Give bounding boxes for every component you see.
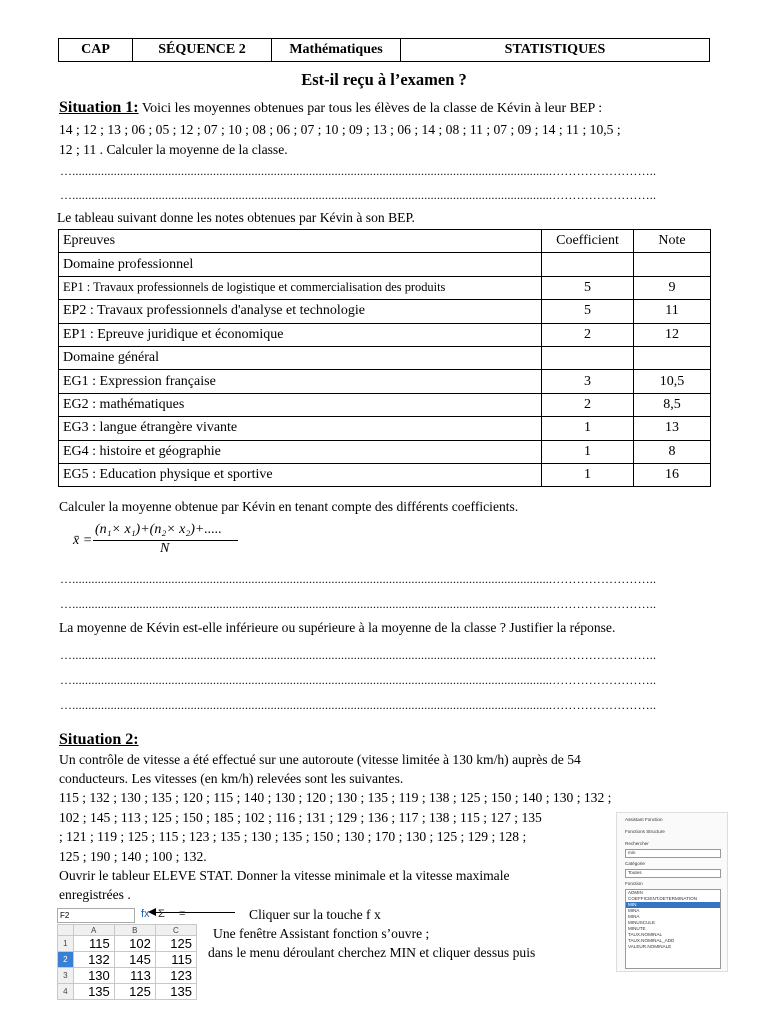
row-coef: 3 [542,370,634,393]
row-epreuve: EG3 : langue étrangère vivante [59,417,542,440]
row-epreuve: EP1 : Travaux professionnels de logistique et commercialisation des produits [59,276,542,299]
table-row [59,300,711,323]
row-header[interactable]: 3 [58,968,74,984]
instruction-search-min: dans le menu déroulant cherchez MIN et cliquer dessus puis [208,945,536,960]
cell[interactable]: 125 [114,984,155,1000]
situation2-text4: enregistrées . [59,887,131,902]
search-label: Rechercher [625,841,649,846]
row-note: 13 [634,417,711,440]
row-coef: 1 [542,440,634,463]
row-note: 10,5 [634,370,711,393]
col-header-note: Note [634,230,711,253]
cell[interactable]: 145 [114,952,155,968]
row-header[interactable]: 1 [58,936,74,952]
table-header-row [59,230,711,253]
spreadsheet-snippet [57,908,197,1018]
page-title: Est-il reçu à l’examen ? [301,70,467,89]
spreadsheet-grid [57,924,197,1000]
category-select[interactable]: Toutes [625,869,721,878]
situation2-text2: conducteurs. Les vitesses (en km/h) relevées sont les suivantes. [59,771,404,786]
search-input[interactable]: min [625,849,721,858]
situation1-heading: Situation 1: [59,99,139,116]
category-label: Catégorie [625,861,645,866]
list-item[interactable]: MINA [628,914,640,919]
formula-numerator: (n₁× x₁)+(n₂× x₂)+..... [95,522,222,537]
list-item[interactable]: MINUSCULE [628,920,656,925]
col-header-coefficient: Coefficient [542,230,634,253]
row-coef [542,346,634,369]
formula-lhs: x̄ = [73,533,93,548]
header-cap: CAP [59,39,133,62]
function-list [625,889,721,969]
table-row [59,440,711,463]
list-item[interactable]: MINA [628,908,640,913]
instruction-click-fx: Cliquer sur la touche f x [249,907,381,922]
situation2-text1: Un contrôle de vitesse a été effectué sur une autoroute (vitesse limitée à 130 km/h) auprès de 54 [59,752,581,767]
header-topic: STATISTIQUES [401,39,710,62]
col-header-epreuves: Epreuves [59,230,542,253]
column-header[interactable]: A [73,925,114,936]
table-row [59,323,711,346]
cell[interactable]: 135 [155,984,196,1000]
row-header[interactable]: 2 [58,952,74,968]
calc-prompt: Calculer la moyenne obtenue par Kévin en tenant compte des différents coefficients. [59,499,519,514]
row-note: 8 [634,440,711,463]
function-wizard-dialog [616,812,728,972]
row-epreuve: EG5 : Education physique et sportive [59,463,542,486]
name-box[interactable]: F2 [57,908,135,923]
speeds-line1: 115 ; 132 ; 130 ; 135 ; 120 ; 115 ; 140 ; 130 ; 120 ; 130 ; 135 ; 119 ; 138 ; 125 ; 150 ; 140 ; 130 ; 132 ; [59,790,612,805]
sigma-icon[interactable]: Σ [158,908,165,920]
situation2-heading: Situation 2: [59,731,139,748]
cell[interactable]: 125 [155,936,196,952]
row-coef: 2 [542,323,634,346]
cell[interactable]: 135 [73,984,114,1000]
row-coef: 1 [542,417,634,440]
row-epreuve: EP1 : Epreuve juridique et économique [59,323,542,346]
table-row [59,370,711,393]
row-coef: 2 [542,393,634,416]
situation1-intro: Situation 1: Voici les moyennes obtenues par tous les élèves de la classe de Kévin à leur BEP : [59,99,603,116]
list-item-selected[interactable]: MIN [626,902,720,908]
answer-line: …......................................................................................................................................................…………………….. [60,597,657,611]
list-item[interactable]: TAUX.NOMINAL [628,932,663,937]
list-item[interactable]: MINUTE [628,926,646,931]
table-row [59,276,711,299]
row-note: 12 [634,323,711,346]
column-header[interactable]: B [114,925,155,936]
compare-prompt: La moyenne de Kévin est-elle inférieure ou supérieure à la moyenne de la classe ? Justifier la réponse. [59,620,616,635]
class-averages-line1: 14 ; 12 ; 13 ; 06 ; 05 ; 12 ; 07 ; 10 ; 08 ; 06 ; 07 ; 10 ; 09 ; 13 ; 06 ; 14 ; 08 ; 11 ; 07 ; 09 ; 14 ; 11 ; 10,5 ; [59,122,621,137]
wizard-title: Assistant Fonction [625,817,663,822]
situation2-heading-line [59,730,139,749]
table-row [59,417,711,440]
row-epreuve: EP2 : Travaux professionnels d'analyse et technologie [59,300,542,323]
situation2-text3: Ouvrir le tableur ELEVE STAT. Donner la vitesse minimale et la vitesse maximale [59,868,510,883]
speeds-line3: ; 121 ; 119 ; 125 ; 115 ; 123 ; 135 ; 130 ; 135 ; 150 ; 130 ; 170 ; 130 ; 125 ; 129 ; 128 ; [59,829,527,844]
cell[interactable]: 113 [114,968,155,984]
table-intro: Le tableau suivant donne les notes obtenues par Kévin à son BEP. [57,210,415,225]
row-epreuve: EG2 : mathématiques [59,393,542,416]
answer-line: …......................................................................................................................................................…………………….. [60,188,657,202]
row-note [634,253,711,276]
grades-table [58,229,711,487]
formula-denominator: N [160,541,170,556]
table-row [59,463,711,486]
answer-line: …......................................................................................................................................................…………………….. [60,164,657,178]
row-note: 9 [634,276,711,299]
row-epreuve: EG4 : histoire et géographie [59,440,542,463]
list-item[interactable]: ADMIN [628,890,643,895]
cell[interactable]: 102 [114,936,155,952]
list-item[interactable]: VALEUR.NOMINALE [628,944,672,949]
cell[interactable]: 132 [73,952,114,968]
corner-cell[interactable] [58,925,74,936]
header-table [58,38,710,62]
row-coef: 5 [542,276,634,299]
instruction-wizard-opens: Une fenêtre Assistant fonction s’ouvre ; [213,926,430,941]
header-sequence: SÉQUENCE 2 [133,39,272,62]
cell[interactable]: 123 [155,968,196,984]
row-header[interactable]: 4 [58,984,74,1000]
row-note: 16 [634,463,711,486]
cell[interactable]: 115 [73,936,114,952]
row-note: 8,5 [634,393,711,416]
answer-line: …......................................................................................................................................................…………………….. [60,648,657,662]
row-note: 11 [634,300,711,323]
table-row [59,393,711,416]
table-row [59,253,711,276]
class-averages-line2: 12 ; 11 . Calculer la moyenne de la classe. [59,142,288,157]
column-header[interactable]: C [155,925,196,936]
row-coef: 1 [542,463,634,486]
wizard-tabs[interactable]: Fonctions Structure [625,829,665,834]
answer-line: …......................................................................................................................................................…………………….. [60,673,657,687]
answer-line: …......................................................................................................................................................…………………….. [60,698,657,712]
equals-icon[interactable]: = [179,908,186,920]
row-epreuve: Domaine général [59,346,542,369]
list-item[interactable]: TAUX.NOMINAL_ADD [628,938,675,943]
row-coef [542,253,634,276]
row-coef: 5 [542,300,634,323]
header-subject: Mathématiques [272,39,401,62]
fx-icon[interactable]: fx [141,908,150,920]
cell[interactable]: 115 [155,952,196,968]
table-row [59,346,711,369]
row-note [634,346,711,369]
function-label: Fonction [625,881,643,886]
list-item[interactable]: COEFFICIENT.DETERMINATION [628,896,698,901]
speeds-line2: 102 ; 145 ; 113 ; 125 ; 150 ; 185 ; 102 ; 116 ; 131 ; 129 ; 136 ; 117 ; 138 ; 115 ; 127 ; 135 [59,810,542,825]
row-epreuve: EG1 : Expression française [59,370,542,393]
row-epreuve: Domaine professionnel [59,253,542,276]
cell[interactable]: 130 [73,968,114,984]
answer-line: …......................................................................................................................................................…………………….. [60,572,657,586]
speeds-line4: 125 ; 190 ; 140 ; 100 ; 132. [59,849,207,864]
